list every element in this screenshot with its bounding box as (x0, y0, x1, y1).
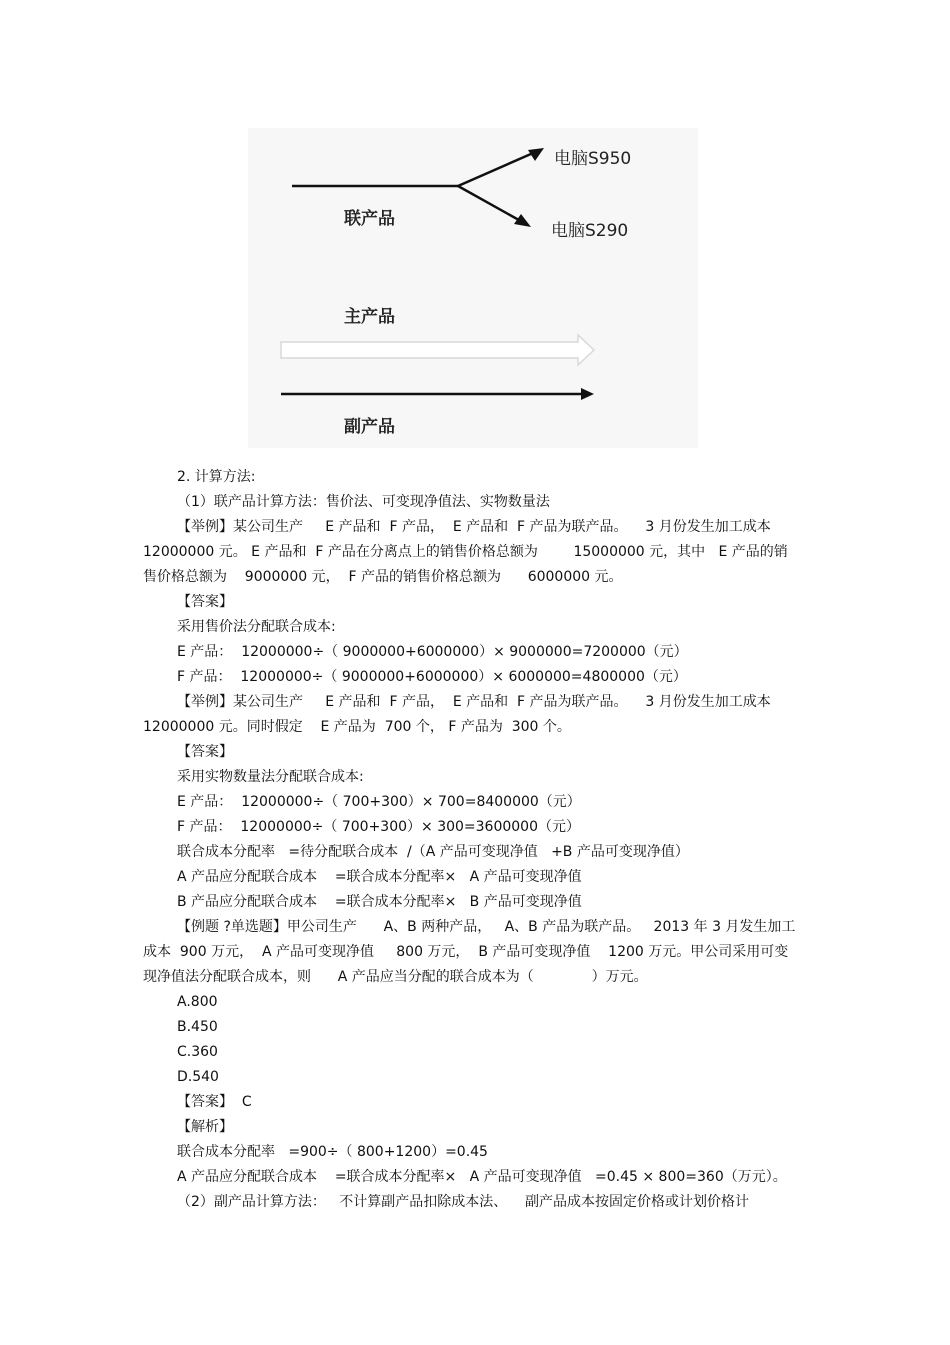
option-a: A.800 (177, 994, 218, 1010)
option-c: C.360 (177, 1044, 218, 1060)
computer-s950-label: 电脑S950 (554, 149, 632, 169)
question-line2: 成本 900 万元， A 产品可变现净值 800 万元， B 产品可变现净值 1200 万元。甲公司采用可变 (143, 944, 789, 960)
analysis-rate: 联合成本分配率 =900÷（ 800+1200）=0.45 (177, 1144, 488, 1160)
branch-up-line (458, 150, 540, 186)
b-allocation-formula: B 产品应分配联合成本 =联合成本分配率× B 产品可变现净值 (177, 894, 582, 910)
main-product-arrow (281, 335, 594, 365)
analysis-result: A 产品应分配联合成本 =联合成本分配率× A 产品可变现净值 =0.45 × 800=360（万元）。 (177, 1169, 787, 1185)
rate-formula: 联合成本分配率 =待分配联合成本 /（A 产品可变现净值 +B 产品可变现净值） (177, 844, 689, 860)
example2-line2: 12000000 元。同时假定 E 产品为 700 个， F 产品为 300 个。 (143, 719, 571, 735)
main-product-label: 主产品 (344, 307, 395, 327)
computer-s290-label: 电脑S290 (551, 221, 629, 241)
example1-line3: 售价格总额为 9000000 元， F 产品的销售价格总额为 6000000 元。 (143, 569, 623, 585)
answer2-label: 【答案】 (177, 744, 233, 760)
branch-down-line (458, 186, 526, 224)
a-allocation-formula: A 产品应分配联合成本 =联合成本分配率× A 产品可变现净值 (177, 869, 582, 885)
question-line1: 【例题 ?单选题】甲公司生产 A、B 两种产品， A、B 产品为联产品。 2013 年 3 月发生加工 (177, 919, 796, 935)
example1-line1: 【举例】某公司生产 E 产品和 F 产品， E 产品和 F 产品为联产品。 3 月份发生加工成本 (177, 519, 771, 535)
joint-product-diagram (248, 128, 698, 448)
branch-down-arrowhead (514, 214, 531, 227)
analysis-label: 【解析】 (177, 1119, 233, 1135)
joint-product-label: 联产品 (344, 209, 395, 229)
answer1-e: E 产品： 12000000÷（ 9000000+6000000）× 9000000=7200000（元） (177, 644, 688, 660)
question-answer: 【答案】 C (177, 1094, 252, 1110)
option-d: D.540 (177, 1069, 219, 1085)
section-heading: 2. 计算方法: (177, 469, 256, 485)
option-b: B.450 (177, 1019, 218, 1035)
answer1-f: F 产品： 12000000÷（ 9000000+6000000）× 6000000=4800000（元） (177, 669, 687, 685)
answer1-label: 【答案】 (177, 594, 233, 610)
answer1-method: 采用售价法分配联合成本: (177, 619, 336, 635)
joint-methods: （1）联产品计算方法：售价法、可变现净值法、实物数量法 (177, 494, 550, 510)
answer2-e: E 产品： 12000000÷（ 700+300）× 700=8400000（元） (177, 794, 581, 810)
answer2-method: 采用实物数量法分配联合成本: (177, 769, 364, 785)
by-product-label: 副产品 (344, 417, 395, 437)
question-line3: 现净值法分配联合成本，则 A 产品应当分配的联合成本为（ ）万元。 (143, 969, 648, 985)
example2-line1: 【举例】某公司生产 E 产品和 F 产品， E 产品和 F 产品为联产品。 3 月份发生加工成本 (177, 694, 771, 710)
by-product-methods: （2）副产品计算方法： 不计算副产品扣除成本法、 副产品成本按固定价格或计划价格计 (177, 1194, 750, 1210)
answer2-f: F 产品： 12000000÷（ 700+300）× 300=3600000（元） (177, 819, 580, 835)
diagram-svg (248, 128, 698, 448)
example1-line2: 12000000 元。 E 产品和 F 产品在分离点上的销售价格总额为 15000000 元，其中 E 产品的销 (143, 544, 788, 560)
by-product-arrowhead (581, 388, 594, 400)
